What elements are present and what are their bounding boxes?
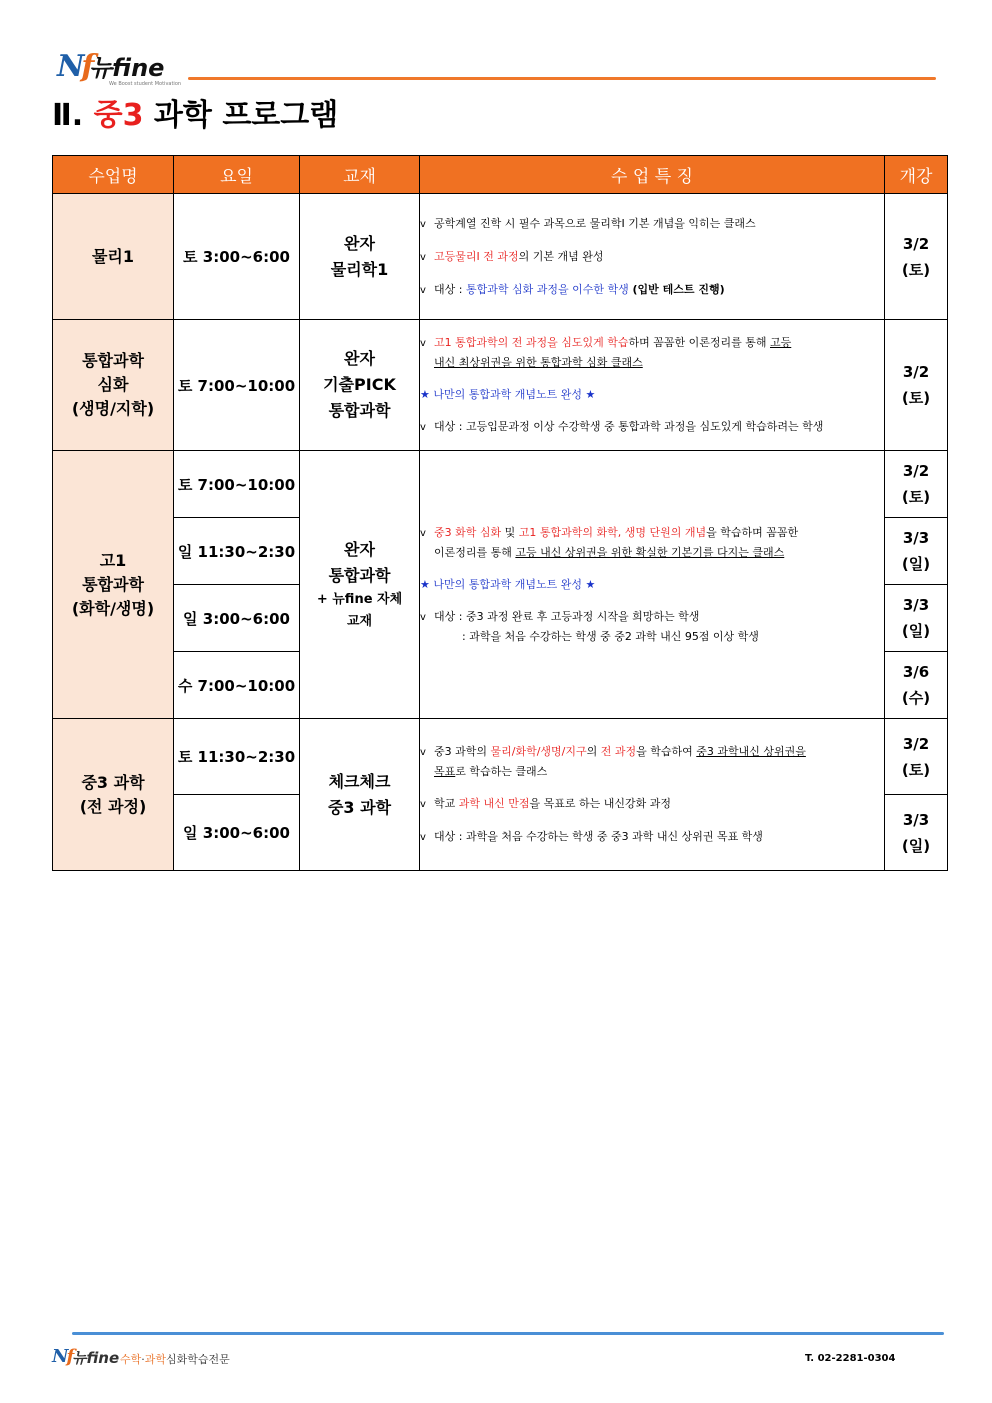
- class-features: [420, 194, 885, 320]
- class-day: 토 7:00~10:00: [174, 320, 300, 451]
- program-table: [52, 155, 948, 871]
- class-day: 토 7:00~10:00: [174, 451, 300, 518]
- open-date: 3/6 (수): [885, 652, 948, 719]
- footer-logo-wordmark: 뉴fine: [72, 1349, 120, 1367]
- table-row: [53, 451, 948, 518]
- open-date: 3/2 (토): [885, 320, 948, 451]
- footer-tagline: 수학·과학심화학습전문: [120, 1353, 230, 1366]
- feature-highlight: ★ 나만의 통합과학 개념노트 완성 ★: [420, 578, 596, 591]
- footer-phone: T. 02-2281-0304: [805, 1353, 896, 1364]
- textbook: 완자 물리학1: [300, 194, 420, 320]
- column-header-open: 개강: [885, 156, 948, 194]
- class-day: 일 11:30~2:30: [174, 518, 300, 585]
- feature-line: v 고1 통합과학의 전 과정을 심도있게 학습하며 꼼꼼한 이론정리를 통해 고등 내신 최상위권을 위한 통합과학 심화 클래스: [420, 336, 792, 369]
- brand-logo: [57, 49, 182, 94]
- feature-line: v 학교 과학 내신 만점을 목표로 하는 내신강화 과정: [420, 797, 671, 810]
- feature-target: v 대상 : 중3 과정 완료 후 고등과정 시작을 희망하는 학생 : 과학을 처음 수강하는 학생 중 중2 과학 내신 95점 이상 학생: [420, 610, 759, 643]
- column-header-day: 요일: [174, 156, 300, 194]
- class-name-middle3: 중3 과학 (전 과정): [53, 719, 174, 871]
- textbook: 체크체크 중3 과학: [300, 719, 420, 871]
- footer-logo: [52, 1346, 122, 1370]
- table-row: [53, 320, 948, 451]
- class-day: 일 3:00~6:00: [174, 585, 300, 652]
- open-date: 3/2 (토): [885, 194, 948, 320]
- footer-divider: [72, 1332, 944, 1335]
- open-date: 3/2 (토): [885, 719, 948, 795]
- class-features: [420, 719, 885, 871]
- feature-target: v 대상 : 고등입문과정 이상 수강학생 중 통합과학 과정을 심도있게 학습하려는 학생: [420, 420, 824, 433]
- feature-line: v 중3 과학의 물리/화학/생명/지구의 전 과정을 학습하여 중3 과학내신 상위권을 목표로 학습하는 클래스: [420, 745, 806, 778]
- feature-target: v 대상 : 통합과학 심화 과정을 이수한 학생 (입반 테스트 진행): [420, 282, 725, 296]
- class-day: 수 7:00~10:00: [174, 652, 300, 719]
- page-title: Ⅱ. 중3 과학 프로그램: [52, 98, 339, 133]
- class-name-integrated: 통합과학 심화 (생명/지학): [53, 320, 174, 451]
- open-date: 3/3 (일): [885, 518, 948, 585]
- table-row: [53, 719, 948, 795]
- class-day: 토 3:00~6:00: [174, 194, 300, 320]
- class-name-grade1: 고1 통합과학 (화학/생명): [53, 451, 174, 719]
- feature-line: v 고등물리Ⅰ 전 과정의 기본 개념 완성: [420, 249, 604, 263]
- column-header-book: 교재: [300, 156, 420, 194]
- feature-highlight: ★ 나만의 통합과학 개념노트 완성 ★: [420, 388, 596, 401]
- feature-line: v 공학계열 진학 시 필수 과목으로 물리학Ⅰ 기본 개념을 익히는 클래스: [420, 216, 756, 230]
- open-date: 3/2 (토): [885, 451, 948, 518]
- column-header-class: 수업명: [53, 156, 174, 194]
- class-day: 일 3:00~6:00: [174, 795, 300, 871]
- class-day: 토 11:30~2:30: [174, 719, 300, 795]
- column-header-features: 수 업 특 징: [420, 156, 885, 194]
- table-header-row: [53, 156, 948, 194]
- class-features: [420, 451, 885, 719]
- logo-tagline: We Boost student Motivation: [109, 81, 182, 87]
- feature-line: v 중3 화학 심화 및 고1 통합과학의 화학, 생명 단원의 개념을 학습하며 꼼꼼한 이론정리를 통해 고등 내신 상위권을 위한 확실한 기본기를 다지는 클래스: [420, 526, 799, 559]
- textbook: 완자 기출PICK 통합과학: [300, 320, 420, 451]
- logo-wordmark: 뉴fine: [89, 54, 165, 82]
- logo-mark: Nf: [57, 49, 92, 84]
- header-divider: [188, 77, 936, 80]
- textbook: 완자 통합과학 + 뉴fine 자체 교재: [300, 451, 420, 719]
- feature-target: v 대상 : 과학을 처음 수강하는 학생 중 중3 과학 내신 상위권 목표 학생: [420, 830, 763, 843]
- table-row: [53, 194, 948, 320]
- footer-logo-mark: Nf: [52, 1346, 73, 1367]
- class-features: [420, 320, 885, 451]
- class-name-physics: 물리1: [53, 194, 174, 320]
- open-date: 3/3 (일): [885, 585, 948, 652]
- open-date: 3/3 (일): [885, 795, 948, 871]
